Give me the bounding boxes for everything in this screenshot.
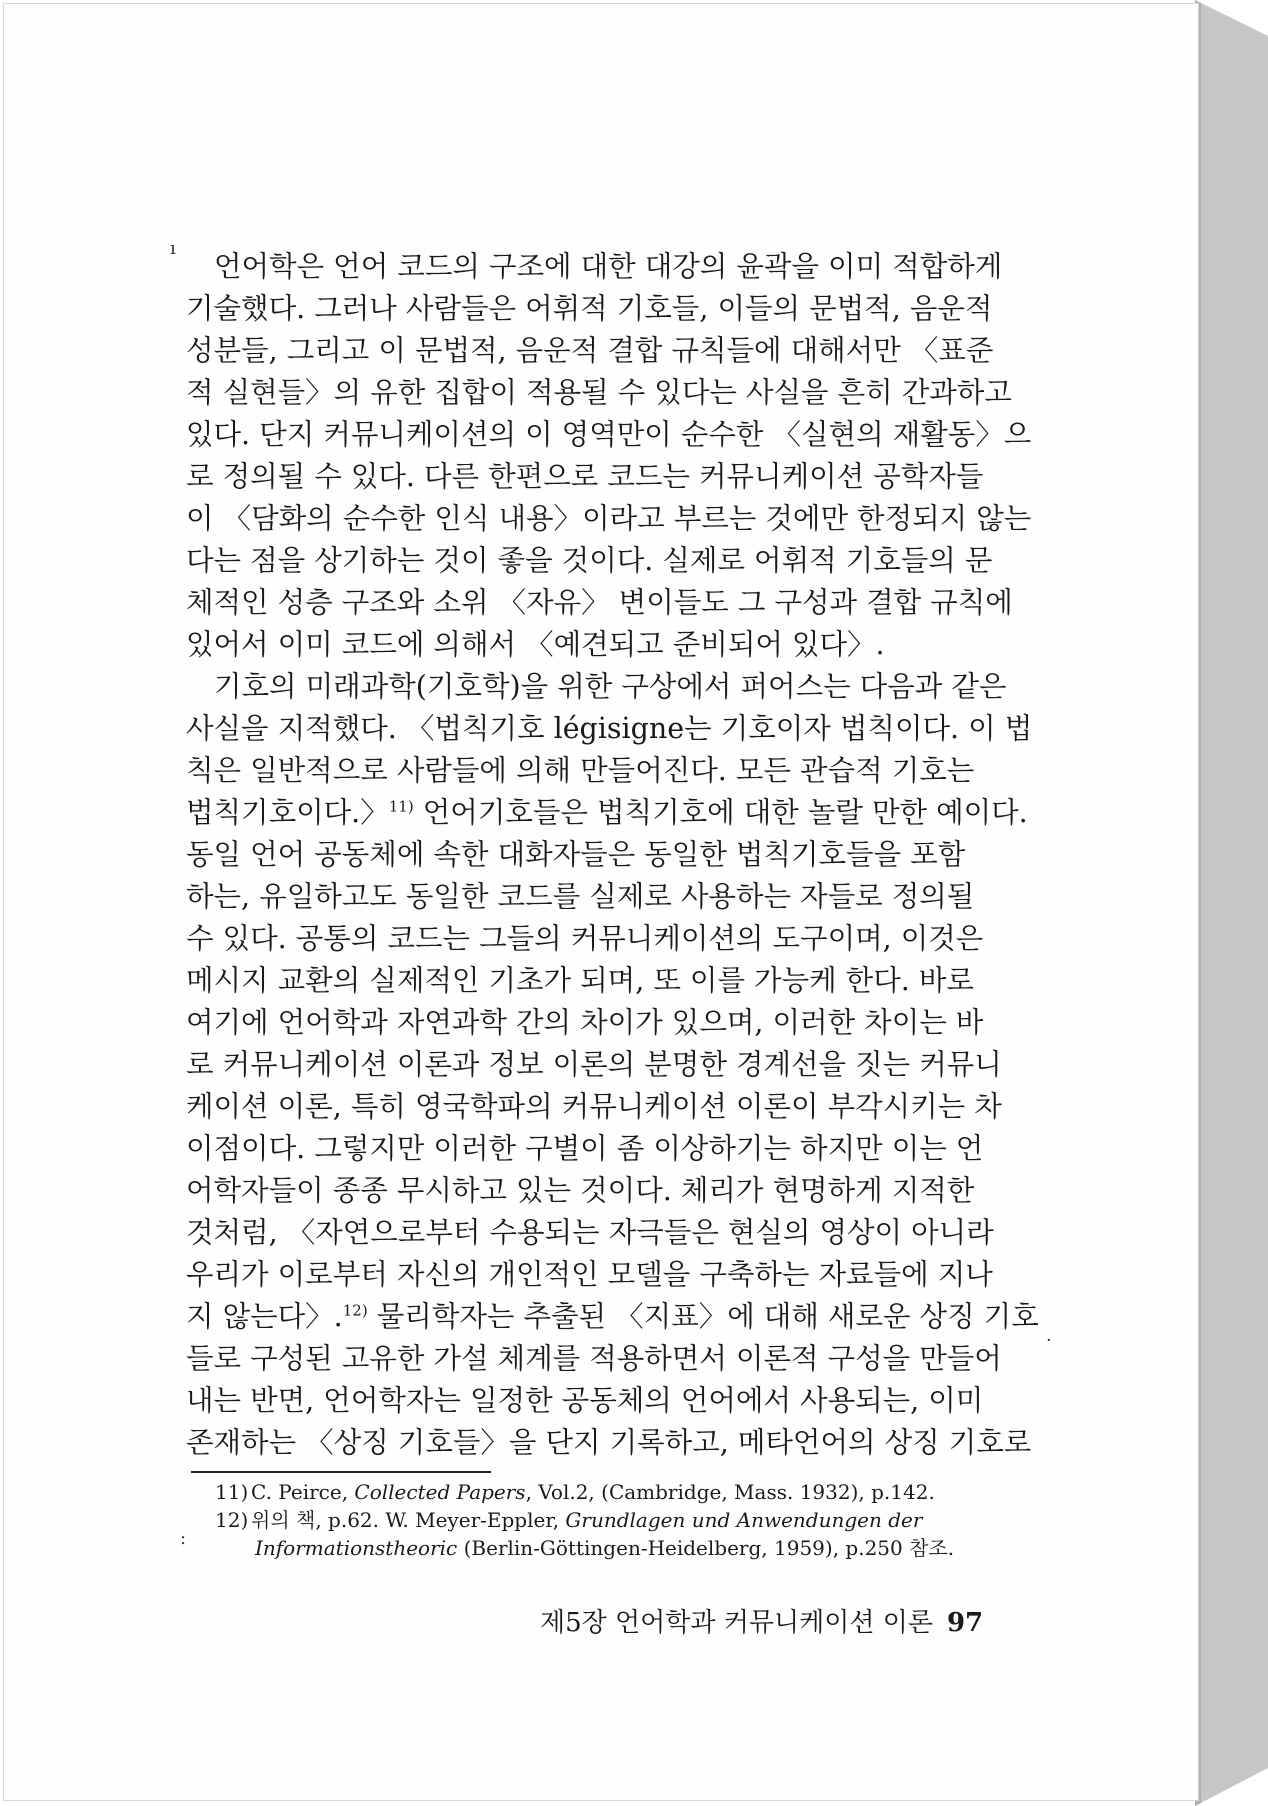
text-line: 성분들, 그리고 이 문법적, 음운적 결합 규칙들에 대해서만 〈표준 (186, 334, 994, 367)
text-line: 메시지 교환의 실제적인 기초가 되며, 또 이를 가능케 한다. 바로 (186, 964, 974, 997)
text-line: 것처럼, 〈자연으로부터 수용되는 자극들은 현실의 영상이 아니라 (186, 1216, 994, 1249)
book-page-edge (1195, 0, 1268, 1806)
text-segment: 법칙기호이다.〉 (186, 796, 389, 829)
text-segment: 언어기호들은 법칙기호에 대한 놀랄 만한 예이다. (422, 796, 1028, 829)
text-line: 로 커뮤니케이션 이론과 정보 이론의 분명한 경계선을 짓는 커뮤니 (186, 1048, 1002, 1081)
text-line: 여기에 언어학과 자연과학 간의 차이가 있으며, 이러한 차이는 바 (186, 1006, 984, 1039)
scan-mark: · (1046, 1330, 1052, 1351)
text-line: 이 〈담화의 순수한 인식 내용〉이라고 부르는 것에만 한정되지 않는 (186, 502, 1032, 535)
footnote-ref: 12) (342, 1301, 368, 1320)
footnote-title: Collected Papers (354, 1480, 526, 1504)
footnote-number: 12) (215, 1508, 249, 1532)
footnote-text: (Berlin-Göttingen-Heidelberg, 1959), p.250 참조. (457, 1536, 955, 1560)
text-line: 기술했다. 그러나 사람들은 어휘적 기호들, 이들의 문법적, 음운적 (186, 292, 993, 325)
text-line: 들로 구성된 고유한 가설 체계를 적용하면서 이론적 구성을 만들어 (186, 1342, 1002, 1375)
text-line: 동일 언어 공동체에 속한 대화자들은 동일한 법칙기호들을 포함 (186, 838, 966, 871)
text-line (186, 1296, 1039, 1338)
footnote-continuation (215, 1534, 1005, 1562)
text-line: 있다. 단지 커뮤니케이션의 이 영역만이 순수한 〈실현의 재활동〉으 (186, 418, 1032, 451)
text-segment: 물리학자는 추출된 〈지표〉에 대해 새로운 상징 기호 (376, 1300, 1039, 1333)
running-footer (540, 1602, 984, 1639)
text-line: 내는 반면, 언어학자는 일정한 공동체의 언어에서 사용되는, 이미 (186, 1384, 984, 1417)
footnotes (215, 1478, 1005, 1562)
footnote (215, 1478, 1005, 1506)
scan-mark: ı (170, 238, 176, 259)
footnote-title: Grundlagen und Anwendungen der (565, 1508, 923, 1532)
chapter-title: 제5장 언어학과 커뮤니케이션 이론 (540, 1608, 933, 1638)
text-line: 언어학은 언어 코드의 구조에 대한 대강의 윤곽을 이미 적합하게 (214, 250, 1003, 283)
paragraph (186, 246, 1032, 666)
text-line: 로 정의될 수 있다. 다른 한편으로 코드는 커뮤니케이션 공학자들 (186, 460, 984, 493)
text-line: 이점이다. 그렇지만 이러한 구별이 좀 이상하기는 하지만 이는 언 (186, 1132, 984, 1165)
text-line: 케이션 이론, 특히 영국학파의 커뮤니케이션 이론이 부각시키는 차 (186, 1090, 1002, 1123)
text-line: 기호의 미래과학(기호학)을 위한 구상에서 퍼어스는 다음과 같은 (214, 670, 1007, 703)
text-line: 우리가 이로부터 자신의 개인적인 모델을 구축하는 자료들에 지나 (186, 1258, 993, 1291)
text-line: 있어서 이미 코드에 의해서 〈예견되고 준비되어 있다〉. (186, 628, 885, 661)
text-line: 하는, 유일하고도 동일한 코드를 실제로 사용하는 자들로 정의될 (186, 880, 975, 913)
footnote-ref: 11) (388, 797, 414, 816)
footnote-text: C. Peirce, (251, 1480, 355, 1504)
text-line: 어학자들이 종종 무시하고 있는 것이다. 체리가 현명하게 지적한 (186, 1174, 975, 1207)
footnote-divider (191, 1471, 491, 1473)
text-line: 체적인 성층 구조와 소위 〈자유〉 변이들도 그 구성과 결합 규칙에 (186, 586, 1013, 619)
footnote-title: Informationstheoric (255, 1536, 458, 1560)
body-text (186, 246, 1039, 1464)
text-line (186, 792, 1028, 834)
text-line: 적 실현들〉의 유한 집합이 적용될 수 있다는 사실을 흔히 간과하고 (186, 376, 1012, 409)
scan-mark: : (180, 1528, 187, 1549)
text-line: 칙은 일반적으로 사람들에 의해 만들어진다. 모든 관습적 기호는 (186, 754, 975, 787)
text-line: 존재하는 〈상징 기호들〉을 단지 기록하고, 메타언어의 상징 기호로 (186, 1426, 1032, 1459)
paragraph (186, 666, 1039, 1464)
text-segment: 지 않는다〉. (186, 1300, 343, 1333)
footnote-text: 위의 책, p.62. W. Meyer-Eppler, (251, 1508, 566, 1532)
page-number: 97 (946, 1608, 984, 1638)
footnote-number: 11) (215, 1480, 249, 1504)
footnote (215, 1506, 1005, 1534)
text-line: 사실을 지적했다. 〈법칙기호 légisigne는 기호이자 법칙이다. 이 법 (186, 712, 1033, 745)
text-line: 다는 점을 상기하는 것이 좋을 것이다. 실제로 어휘적 기호들의 문 (186, 544, 993, 577)
footnote-text: , Vol.2, (Cambridge, Mass. 1932), p.142. (525, 1480, 935, 1504)
text-line: 수 있다. 공통의 코드는 그들의 커뮤니케이션의 도구이며, 이것은 (186, 922, 984, 955)
